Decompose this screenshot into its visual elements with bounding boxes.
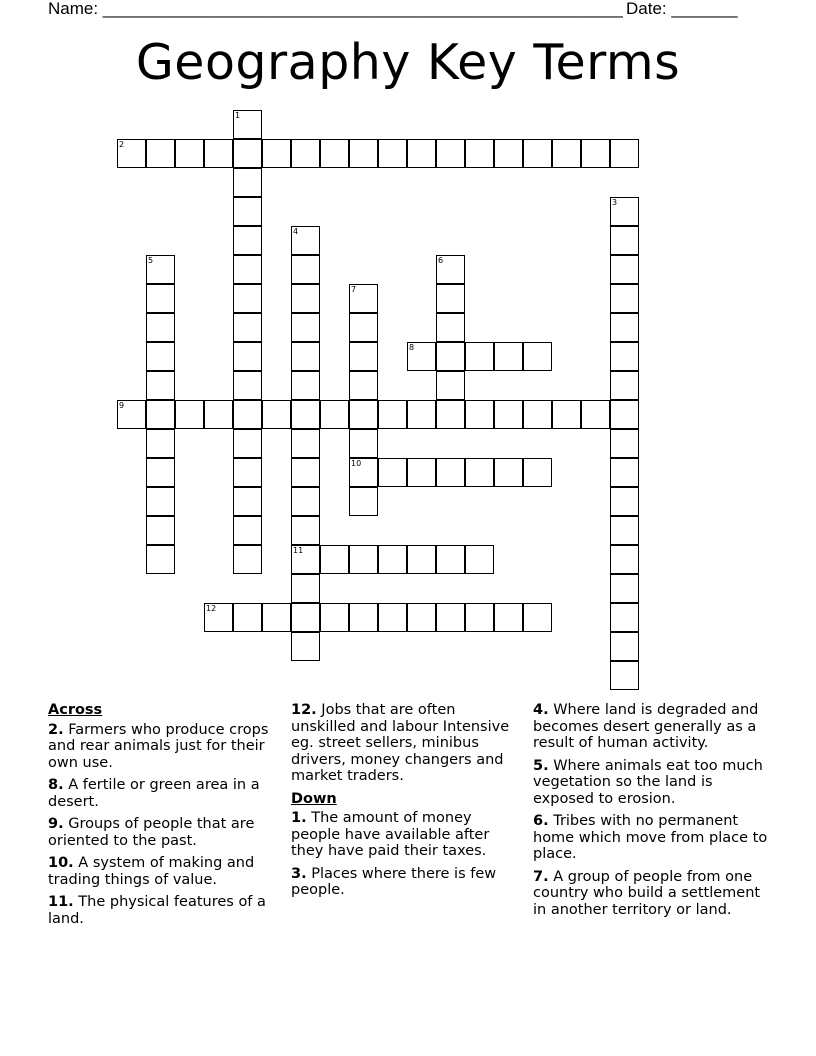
down-clue-list-continued bbox=[533, 702, 769, 918]
grid-cell[interactable] bbox=[320, 139, 349, 168]
grid-cell[interactable] bbox=[349, 545, 378, 574]
clue-number-label: 12. bbox=[291, 702, 317, 718]
grid-cell[interactable] bbox=[378, 603, 407, 632]
grid-cell[interactable] bbox=[610, 574, 639, 603]
grid-cell[interactable] bbox=[494, 458, 523, 487]
clue-number-label: 7. bbox=[533, 868, 549, 885]
grid-cell[interactable] bbox=[436, 603, 465, 632]
grid-cell[interactable] bbox=[233, 603, 262, 632]
clue-text: The amount of money people have available after they have paid their taxes. bbox=[291, 810, 490, 859]
down-heading: Down bbox=[291, 790, 337, 807]
grid-cell[interactable] bbox=[349, 400, 378, 429]
clue bbox=[291, 866, 523, 899]
clue-column-3 bbox=[533, 702, 769, 924]
across-heading: Across bbox=[48, 702, 103, 718]
grid-cell[interactable] bbox=[262, 139, 291, 168]
date-field[interactable]: Date: _______ bbox=[626, 0, 738, 18]
grid-cell[interactable] bbox=[407, 545, 436, 574]
grid-cell[interactable] bbox=[146, 516, 175, 545]
grid-cell[interactable] bbox=[465, 342, 494, 371]
clue bbox=[48, 894, 270, 927]
grid-cell[interactable] bbox=[291, 226, 320, 255]
down-clue-list bbox=[291, 810, 523, 899]
grid-cell[interactable] bbox=[349, 603, 378, 632]
clue-number-label: 6. bbox=[533, 813, 549, 829]
grid-cell[interactable] bbox=[117, 139, 146, 168]
grid-cell[interactable] bbox=[146, 342, 175, 371]
grid-cell[interactable] bbox=[146, 545, 175, 574]
clue-column-1 bbox=[48, 702, 270, 933]
clue bbox=[291, 810, 523, 860]
clue-number-label: 2. bbox=[48, 721, 64, 738]
clue-number: 6 bbox=[438, 256, 444, 265]
grid-cell[interactable] bbox=[262, 400, 291, 429]
grid-cell[interactable] bbox=[465, 545, 494, 574]
grid-cell[interactable] bbox=[465, 603, 494, 632]
grid-cell[interactable] bbox=[610, 487, 639, 516]
grid-cell[interactable] bbox=[378, 139, 407, 168]
grid-cell[interactable] bbox=[146, 284, 175, 313]
grid-cell[interactable] bbox=[175, 400, 204, 429]
grid-cell[interactable] bbox=[146, 255, 175, 284]
clue-number: 7 bbox=[351, 285, 357, 294]
grid-cell[interactable] bbox=[610, 400, 639, 429]
clue-text: A system of making and trading things of value. bbox=[48, 855, 255, 888]
clue-number-label: 1. bbox=[291, 810, 307, 826]
clue-column-2 bbox=[291, 702, 523, 905]
clue-number: 10 bbox=[351, 459, 362, 468]
grid-cell[interactable] bbox=[523, 458, 552, 487]
grid-cell[interactable] bbox=[146, 400, 175, 429]
grid-cell[interactable] bbox=[146, 371, 175, 400]
grid-cell[interactable] bbox=[610, 255, 639, 284]
grid-cell[interactable] bbox=[436, 342, 465, 371]
grid-cell[interactable] bbox=[233, 545, 262, 574]
grid-cell[interactable] bbox=[117, 400, 146, 429]
clue-number-label: 3. bbox=[291, 865, 307, 882]
grid-cell[interactable] bbox=[523, 342, 552, 371]
clue-number-label: 4. bbox=[533, 702, 549, 718]
clue-text: Where land is degraded and becomes desert generally as a result of human activity. bbox=[533, 702, 759, 751]
grid-cell[interactable] bbox=[233, 168, 262, 197]
clue-text: Where animals eat too much vegetation so the land is exposed to erosion. bbox=[533, 757, 763, 807]
grid-cell[interactable] bbox=[233, 197, 262, 226]
grid-cell[interactable] bbox=[204, 400, 233, 429]
grid-cell[interactable] bbox=[610, 226, 639, 255]
grid-cell[interactable] bbox=[146, 458, 175, 487]
grid-cell[interactable] bbox=[233, 313, 262, 342]
grid-cell[interactable] bbox=[291, 371, 320, 400]
grid-cell[interactable] bbox=[610, 284, 639, 313]
grid-cell[interactable] bbox=[407, 458, 436, 487]
grid-cell[interactable] bbox=[552, 139, 581, 168]
clue bbox=[533, 758, 769, 808]
clue-number: 4 bbox=[293, 227, 299, 236]
grid-cell[interactable] bbox=[523, 139, 552, 168]
clue-text: Groups of people that are oriented to the past. bbox=[48, 816, 255, 849]
grid-cell[interactable] bbox=[320, 545, 349, 574]
clue-number-label: 10. bbox=[48, 855, 74, 871]
grid-cell[interactable] bbox=[320, 400, 349, 429]
grid-cell[interactable] bbox=[146, 139, 175, 168]
grid-cell[interactable] bbox=[407, 342, 436, 371]
grid-cell[interactable] bbox=[233, 342, 262, 371]
grid-cell[interactable] bbox=[610, 197, 639, 226]
clue-text: Farmers who produce crops and rear animals just for their own use. bbox=[48, 721, 269, 771]
clue-text: A fertile or green area in a desert. bbox=[48, 777, 260, 810]
grid-cell[interactable] bbox=[436, 313, 465, 342]
grid-cell[interactable] bbox=[233, 110, 262, 139]
grid-cell[interactable] bbox=[552, 400, 581, 429]
clue bbox=[48, 777, 270, 810]
grid-cell[interactable] bbox=[349, 284, 378, 313]
grid-cell[interactable] bbox=[610, 661, 639, 690]
grid-cell[interactable] bbox=[204, 139, 233, 168]
grid-cell[interactable] bbox=[233, 487, 262, 516]
grid-cell[interactable] bbox=[436, 458, 465, 487]
grid-cell[interactable] bbox=[436, 371, 465, 400]
grid-cell[interactable] bbox=[233, 516, 262, 545]
grid-cell[interactable] bbox=[523, 603, 552, 632]
grid-cell[interactable] bbox=[291, 400, 320, 429]
grid-cell[interactable] bbox=[436, 284, 465, 313]
clue-number-label: 11. bbox=[48, 894, 74, 910]
grid-cell[interactable] bbox=[494, 139, 523, 168]
across-clue-list-continued bbox=[291, 702, 523, 785]
grid-cell[interactable] bbox=[436, 545, 465, 574]
grid-cell[interactable] bbox=[233, 226, 262, 255]
grid-cell[interactable] bbox=[291, 632, 320, 661]
clue bbox=[533, 869, 769, 919]
grid-cell[interactable] bbox=[291, 487, 320, 516]
clue-number: 1 bbox=[235, 111, 241, 120]
clue-text: The physical features of a land. bbox=[48, 894, 266, 927]
grid-cell[interactable] bbox=[610, 342, 639, 371]
clue-number-label: 9. bbox=[48, 816, 64, 832]
grid-cell[interactable] bbox=[291, 313, 320, 342]
grid-cell[interactable] bbox=[349, 458, 378, 487]
grid-cell[interactable] bbox=[233, 400, 262, 429]
grid-cell[interactable] bbox=[407, 139, 436, 168]
grid-cell[interactable] bbox=[291, 516, 320, 545]
clue bbox=[533, 702, 769, 752]
grid-cell[interactable] bbox=[465, 139, 494, 168]
grid-cell[interactable] bbox=[581, 139, 610, 168]
grid-cell[interactable] bbox=[233, 371, 262, 400]
clue bbox=[533, 813, 769, 863]
grid-cell[interactable] bbox=[610, 603, 639, 632]
across-clue-list bbox=[48, 722, 270, 928]
grid-cell[interactable] bbox=[494, 603, 523, 632]
clue-text: A group of people from one country who build a settlement in another territory or land. bbox=[533, 868, 761, 918]
grid-cell[interactable] bbox=[233, 429, 262, 458]
grid-cell[interactable] bbox=[436, 400, 465, 429]
clue bbox=[48, 722, 270, 772]
grid-cell[interactable] bbox=[291, 139, 320, 168]
grid-cell[interactable] bbox=[436, 139, 465, 168]
grid-cell[interactable] bbox=[262, 603, 291, 632]
clue-number: 9 bbox=[119, 401, 125, 410]
grid-cell[interactable] bbox=[610, 632, 639, 661]
grid-cell[interactable] bbox=[349, 313, 378, 342]
grid-cell[interactable] bbox=[610, 429, 639, 458]
grid-cell[interactable] bbox=[233, 458, 262, 487]
grid-cell[interactable] bbox=[610, 139, 639, 168]
clue-text: Places where there is few people. bbox=[291, 865, 497, 898]
grid-cell[interactable] bbox=[610, 545, 639, 574]
clue-number-label: 8. bbox=[48, 777, 64, 793]
grid-cell[interactable] bbox=[349, 139, 378, 168]
clue-text: Jobs that are often unskilled and labour Intensive eg. street sellers, minibus drivers, money changers and market traders. bbox=[291, 702, 510, 784]
grid-cell[interactable] bbox=[291, 574, 320, 603]
header bbox=[48, 0, 738, 19]
grid-cell[interactable] bbox=[320, 603, 349, 632]
grid-cell[interactable] bbox=[146, 429, 175, 458]
grid-cell[interactable] bbox=[610, 371, 639, 400]
grid-cell[interactable] bbox=[233, 139, 262, 168]
grid-cell[interactable] bbox=[407, 603, 436, 632]
grid-cell[interactable] bbox=[349, 429, 378, 458]
grid-cell[interactable] bbox=[291, 458, 320, 487]
grid-cell[interactable] bbox=[291, 545, 320, 574]
page-title: Geography Key Terms bbox=[135, 34, 681, 91]
grid-cell[interactable] bbox=[204, 603, 233, 632]
grid-cell[interactable] bbox=[291, 342, 320, 371]
grid-cell[interactable] bbox=[378, 458, 407, 487]
clue-number-label: 5. bbox=[533, 757, 549, 774]
grid-cell[interactable] bbox=[436, 255, 465, 284]
grid-cell[interactable] bbox=[349, 487, 378, 516]
grid-cell[interactable] bbox=[291, 284, 320, 313]
clue-text: Tribes with no permanent home which move from place to place. bbox=[533, 813, 768, 862]
grid-cell[interactable] bbox=[349, 371, 378, 400]
grid-cell[interactable] bbox=[465, 458, 494, 487]
clue bbox=[48, 816, 270, 849]
grid-cell[interactable] bbox=[291, 429, 320, 458]
grid-cell[interactable] bbox=[610, 516, 639, 545]
clue-number: 8 bbox=[409, 343, 415, 352]
grid-cell[interactable] bbox=[523, 400, 552, 429]
clue-number: 12 bbox=[206, 604, 217, 613]
grid-cell[interactable] bbox=[146, 487, 175, 516]
grid-cell[interactable] bbox=[465, 400, 494, 429]
grid-cell[interactable] bbox=[610, 458, 639, 487]
grid-cell[interactable] bbox=[291, 255, 320, 284]
grid-cell[interactable] bbox=[407, 400, 436, 429]
grid-cell[interactable] bbox=[175, 139, 204, 168]
grid-cell[interactable] bbox=[291, 603, 320, 632]
grid-cell[interactable] bbox=[378, 400, 407, 429]
grid-cell[interactable] bbox=[146, 313, 175, 342]
grid-cell[interactable] bbox=[233, 284, 262, 313]
grid-cell[interactable] bbox=[581, 400, 610, 429]
grid-cell[interactable] bbox=[378, 545, 407, 574]
grid-cell[interactable] bbox=[349, 342, 378, 371]
clue-number: 3 bbox=[612, 198, 618, 207]
grid-cell[interactable] bbox=[233, 255, 262, 284]
clue bbox=[48, 855, 270, 888]
clue-number: 2 bbox=[119, 140, 125, 149]
grid-cell[interactable] bbox=[610, 313, 639, 342]
clue bbox=[291, 702, 523, 785]
name-field[interactable]: Name: _______________________________________________________ bbox=[48, 0, 623, 18]
grid-cell[interactable] bbox=[494, 342, 523, 371]
clue-number: 11 bbox=[293, 546, 304, 555]
clue-number: 5 bbox=[148, 256, 154, 265]
grid-cell[interactable] bbox=[494, 400, 523, 429]
